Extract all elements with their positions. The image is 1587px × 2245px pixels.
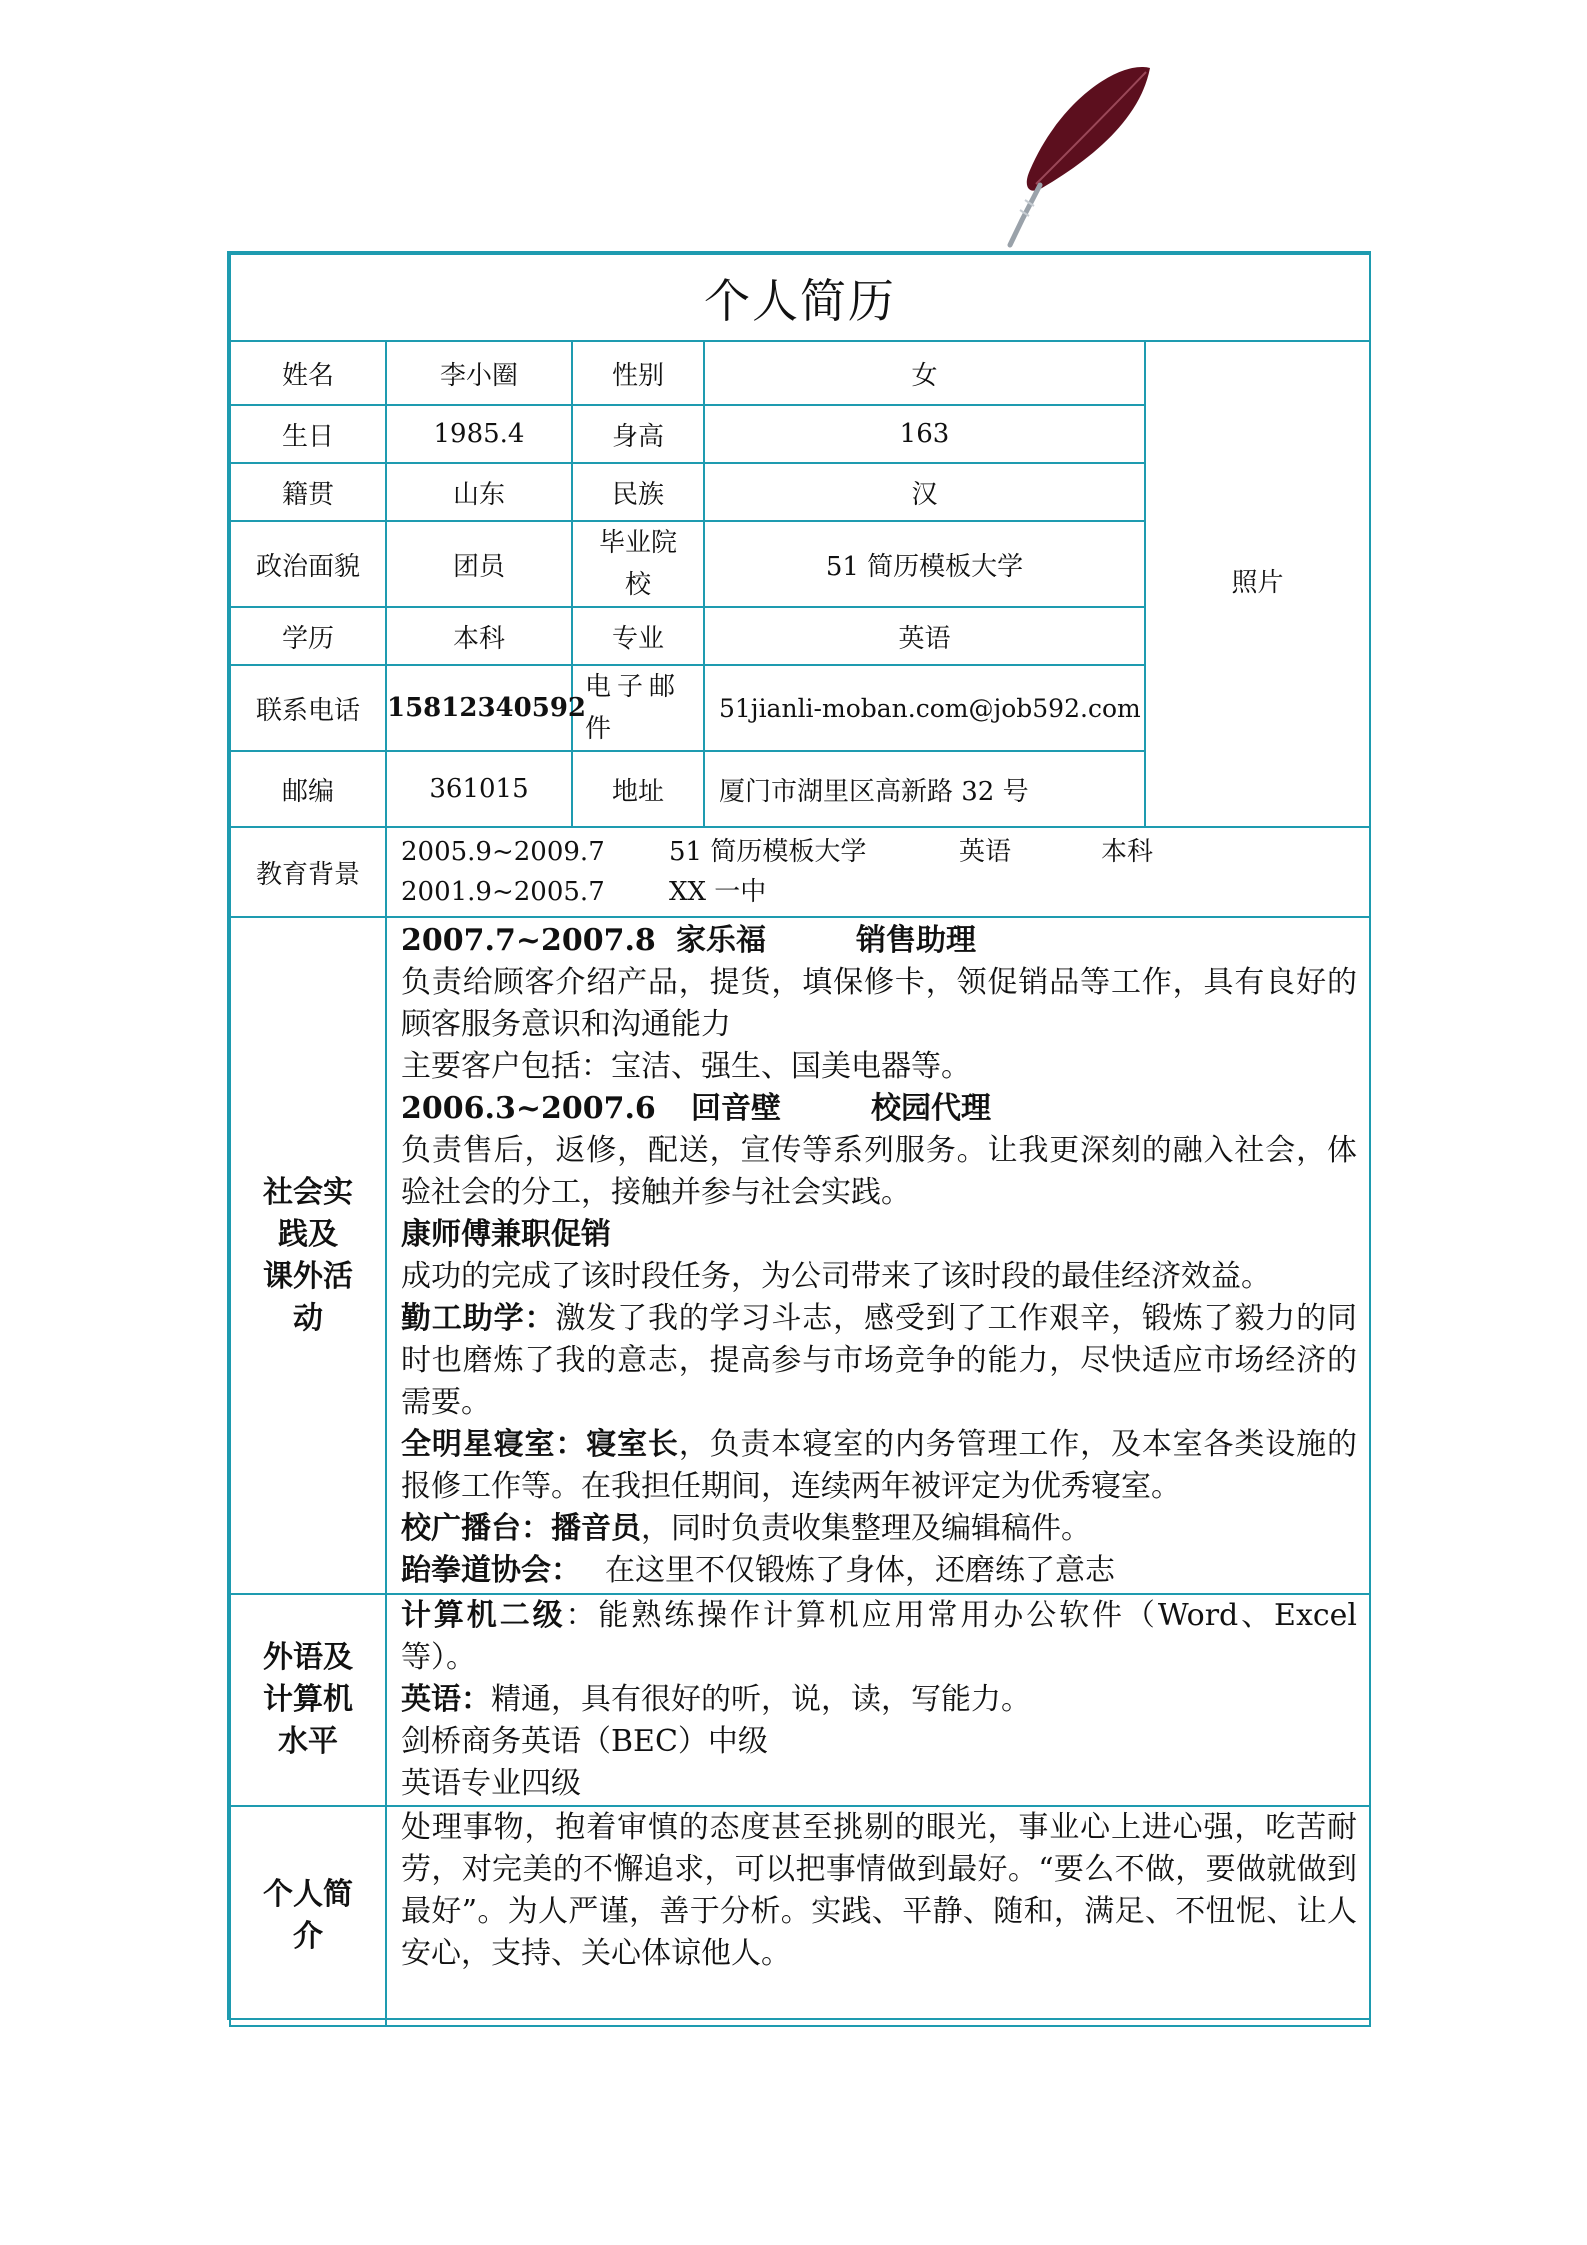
political-label: 政治面貌 [230,521,386,607]
page-title: 个人简历 [230,254,1370,341]
tem4-cert: 英语专业四级 [401,1766,581,1801]
intro-content: 处理事物，抱着审慎的态度甚至挑剔的眼光，事业心上进心强，吃苦耐劳，对完美的不懈追求，可以把事情做到最好。“要么不做，要做就做到最好”。为人严谨，善于分析。实践、平静、随和，满足、不忸怩、让人安心，支持、关心体谅他人。 [386,1806,1370,2026]
address-label: 地址 [572,751,704,827]
job-description: 负责售后，返修，配送，宣传等系列服务。让我更深刻的融入社会，体验社会的分工，接触并参与社会实践。 [401,1133,1358,1210]
major-label: 专业 [572,607,704,665]
education-content [386,827,1370,917]
bec-cert: 剑桥商务英语（BEC）中级 [401,1724,768,1759]
dorm-item: 全明星寝室：寝室长，负责本寝室的内务管理工作，及本室各类设施的报修工作等。在我担任期间，连续两年被评定为优秀寝室。 [401,1427,1358,1504]
political-value: 团员 [386,521,572,607]
job-heading: 康师傅兼职促销 [401,1217,611,1252]
native-label: 籍贯 [230,463,386,521]
gender-value: 女 [704,341,1145,405]
phone-value: 15812340592 [386,665,572,751]
edu-school: 51 简历模板大学 [669,837,867,867]
height-value: 163 [704,405,1145,463]
skills-content [386,1594,1370,1806]
english-skill: 英语：精通，具有很好的听，说，读，写能力。 [401,1682,1031,1717]
photo-placeholder: 照片 [1145,341,1370,827]
education-row [401,832,1355,872]
zip-value: 361015 [386,751,572,827]
ethnic-label: 民族 [572,463,704,521]
zip-label: 邮编 [230,751,386,827]
degree-value: 本科 [386,607,572,665]
birth-value: 1985.4 [386,405,572,463]
practice-label: 社会实 践及 课外活 动 [230,917,386,1594]
name-value: 李小圈 [386,341,572,405]
edu-major: 英语 [959,837,1012,867]
major-value: 英语 [704,607,1145,665]
taekwondo-item: 跆拳道协会： 在这里不仅锻炼了身体，还磨练了意志 [401,1553,1115,1588]
job-clients: 主要客户包括：宝洁、强生、国美电器等。 [401,1049,971,1084]
resume-sheet [227,251,1371,2020]
edu-period: 2001.9~2005.7 [401,877,605,907]
name-label: 姓名 [230,341,386,405]
edu-school: XX 一中 [669,877,767,907]
resume-table [229,253,1371,2027]
ethnic-value: 汉 [704,463,1145,521]
address-value: 厦门市湖里区高新路 32 号 [704,751,1145,827]
job-heading: 2007.7~2007.8 家乐福 销售助理 [401,923,976,958]
job-heading: 2006.3~2007.6 回音壁 校园代理 [401,1091,991,1126]
skills-label: 外语及 计算机 水平 [230,1594,386,1806]
edu-degree: 本科 [1101,837,1154,867]
school-label: 毕业院校 [572,521,704,607]
degree-label: 学历 [230,607,386,665]
computer-skill: 计算机二级：能熟练操作计算机应用常用办公软件（Word、Excel 等）。 [401,1598,1358,1675]
quill-feather-icon [950,60,1160,255]
birth-label: 生日 [230,405,386,463]
job-description: 负责给顾客介绍产品，提货，填保修卡，领促销品等工作，具有良好的顾客服务意识和沟通能力 [401,965,1358,1042]
radio-item: 校广播台：播音员，同时负责收集整理及编辑稿件。 [401,1511,1091,1546]
gender-label: 性别 [572,341,704,405]
edu-period: 2005.9~2009.7 [401,837,605,867]
email-value: 51jianli-moban.com@job592.com [704,665,1145,751]
practice-content [386,917,1370,1594]
work-study-item: 勤工助学：激发了我的学习斗志，感受到了工作艰辛，锻炼了毅力的同时也磨炼了我的意志，提高参与市场竞争的能力，尽快适应市场经济的需要。 [401,1301,1358,1420]
phone-label: 联系电话 [230,665,386,751]
job-description: 成功的完成了该时段任务，为公司带来了该时段的最佳经济效益。 [401,1259,1271,1294]
height-label: 身高 [572,405,704,463]
education-row [401,872,1355,912]
school-value: 51 简历模板大学 [704,521,1145,607]
native-value: 山东 [386,463,572,521]
email-label: 电子邮件 [572,665,704,751]
education-label: 教育背景 [230,827,386,917]
intro-label: 个人简 介 [230,1806,386,2026]
